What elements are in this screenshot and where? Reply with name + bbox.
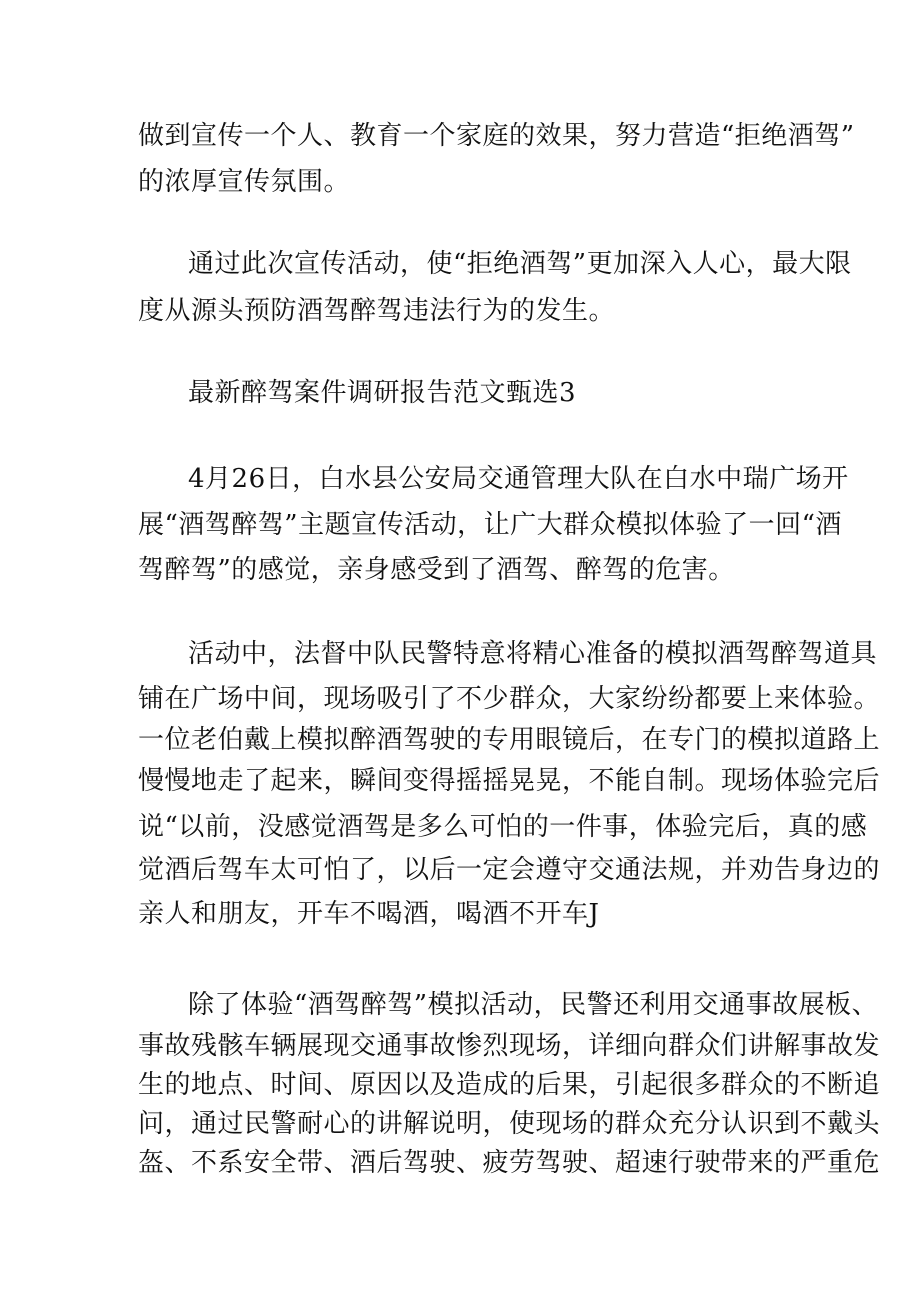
- paragraph-5-line-5: 盔、不系安全带、酒后驾驶、疲劳驾驶、超速行驶带来的严重危: [138, 1148, 881, 1178]
- paragraph-3-line-2: 展“酒驾醉驾”主题宣传活动，让广大群众模拟体验了一回“酒: [138, 510, 842, 540]
- paragraph-5-line-2: 事故残骸车辆展现交通事故惨烈现场，详细向群众们讲解事故发: [138, 1031, 881, 1061]
- paragraph-4-line-2: 铺在广场中间，现场吸引了不少群众，大家纷纷都要上来体验。: [138, 684, 881, 714]
- paragraph-5-line-1: 除了体验“酒驾醉驾”模拟活动，民警还利用交通事故展板、: [188, 990, 879, 1020]
- paragraph-1-line-2: 的浓厚宣传氛围。: [138, 167, 351, 197]
- paragraph-2-line-1: 通过此次宣传活动，使“拒绝酒驾”更加深入人心，最大限: [188, 249, 852, 279]
- paragraph-4-line-1: 活动中，法督中队民警特意将精心准备的模拟酒驾醉驾道具: [188, 639, 878, 669]
- paragraph-5-line-3: 生的地点、时间、原因以及造成的后果，引起很多群众的不断追: [138, 1070, 881, 1100]
- paragraph-3-line-3: 驾醉驾”的感觉，亲身感受到了酒驾、醉驾的危害。: [138, 555, 735, 585]
- paragraph-4-line-3: 一位老伯戴上模拟醉酒驾驶的专用眼镜后，在专门的模拟道路上: [138, 725, 881, 755]
- paragraph-4-line-5: 说“以前，没感觉酒驾是多么可怕的一件事，体验完后，真的感: [138, 812, 868, 842]
- paragraph-4-line-6: 觉酒后驾车太可怕了，以后一定会遵守交通法规，并劝告身边的: [138, 855, 881, 885]
- section-heading: 最新醉驾案件调研报告范文甄选3: [188, 378, 577, 408]
- paragraph-2-line-2: 度从源头预防酒驾醉驾违法行为的发生。: [138, 296, 616, 326]
- paragraph-1-line-1: 做到宣传一个人、教育一个家庭的效果，努力营造“拒绝酒驾”: [138, 121, 855, 151]
- paragraph-3-line-1: 4月26日，白水县公安局交通管理大队在白水中瑞广场开: [188, 464, 849, 494]
- paragraph-4-line-4: 慢慢地走了起来，瞬间变得摇摇晃晃，不能自制。现场体验完后: [138, 766, 881, 796]
- paragraph-5-line-4: 问，通过民警耐心的讲解说明，使现场的群众充分认识到不戴头: [138, 1109, 881, 1139]
- paragraph-4-line-7: 亲人和朋友，开车不喝酒，喝酒不开车J: [138, 899, 600, 929]
